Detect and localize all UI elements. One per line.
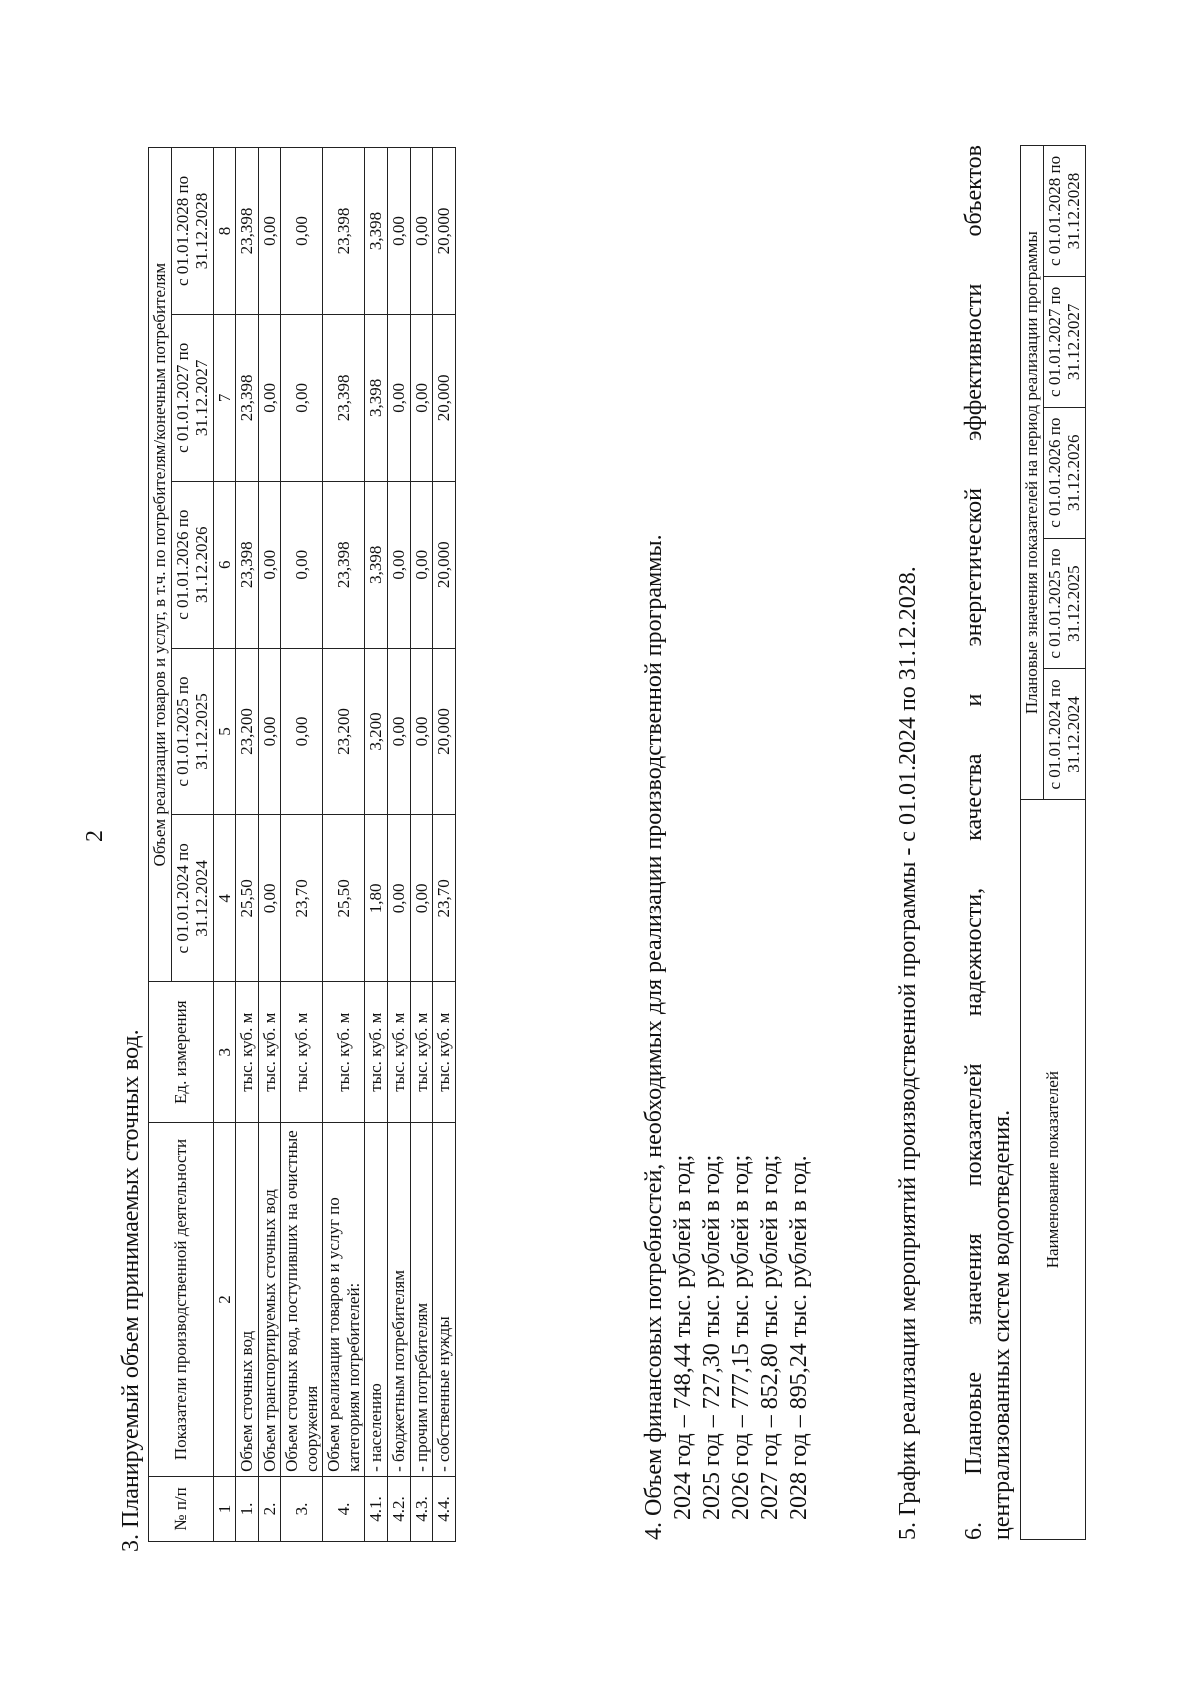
table-row bbox=[258, 148, 281, 1542]
row-unit: тыс. куб. м bbox=[433, 982, 456, 1123]
header-unit: Ед. измерения bbox=[149, 982, 214, 1123]
row-num: 3. bbox=[281, 1476, 323, 1541]
wastewater-volume-table bbox=[148, 147, 456, 1542]
table-header-row bbox=[149, 148, 172, 1542]
row-num: 4.3. bbox=[410, 1476, 433, 1541]
row-value: 23,398 bbox=[236, 148, 259, 315]
table-row bbox=[433, 148, 456, 1542]
row-unit: тыс. куб. м bbox=[236, 982, 259, 1123]
row-value: 0,00 bbox=[281, 481, 323, 648]
row-num: 4.2. bbox=[388, 1476, 411, 1541]
header-period-2025: с 01.01.2025 по 31.12.2025 bbox=[171, 648, 213, 815]
row-value: 23,398 bbox=[236, 314, 259, 481]
section-3-title: 3. Планируемый объем принимаемых сточных вод. bbox=[118, 1029, 144, 1552]
header-period-2024: с 01.01.2024 по 31.12.2024 bbox=[171, 815, 213, 982]
list-item: 2025 год – 727,30 тыс. рублей в год; bbox=[699, 1154, 725, 1520]
row-value: 3,200 bbox=[365, 648, 388, 815]
row-value: 0,00 bbox=[388, 481, 411, 648]
row-value: 0,00 bbox=[258, 815, 281, 982]
row-unit: тыс. куб. м bbox=[410, 982, 433, 1123]
row-num: 1. bbox=[236, 1476, 259, 1541]
row-value: 20,000 bbox=[433, 648, 456, 815]
row-value: 0,00 bbox=[281, 314, 323, 481]
table-header-row bbox=[1021, 146, 1044, 1540]
row-value: 0,00 bbox=[258, 648, 281, 815]
row-name: - бюджетным потребителям bbox=[388, 1123, 411, 1477]
row-value: 0,00 bbox=[410, 148, 433, 315]
row-value: 1,80 bbox=[365, 815, 388, 982]
header-indicator: Показатели производственной деятельности bbox=[149, 1123, 214, 1477]
header-period-2025: с 01.01.2025 по 31.12.2025 bbox=[1043, 538, 1085, 669]
row-value: 23,398 bbox=[323, 481, 365, 648]
row-value: 23,398 bbox=[236, 481, 259, 648]
row-name: Объем транспортируемых сточных вод bbox=[258, 1123, 281, 1477]
row-value: 0,00 bbox=[410, 314, 433, 481]
row-value: 25,50 bbox=[323, 815, 365, 982]
row-unit: тыс. куб. м bbox=[281, 982, 323, 1123]
table-row bbox=[388, 148, 411, 1542]
row-unit: тыс. куб. м bbox=[365, 982, 388, 1123]
row-value: 0,00 bbox=[388, 148, 411, 315]
row-name: Объем реализации товаров и услуг по категориям потребителей: bbox=[323, 1123, 365, 1477]
header-period-2026: с 01.01.2026 по 31.12.2026 bbox=[1043, 407, 1085, 538]
section-6-title-line-1: 6. Плановые значения показателей надежности, качества и энергетической эффективности объектов bbox=[961, 145, 987, 1540]
row-value: 23,70 bbox=[281, 815, 323, 982]
header-period-2028: с 01.01.2028 по 31.12.2028 bbox=[1043, 146, 1085, 277]
column-number: 8 bbox=[213, 148, 236, 315]
row-num: 4. bbox=[323, 1476, 365, 1541]
row-unit: тыс. куб. м bbox=[388, 982, 411, 1123]
row-unit: тыс. куб. м bbox=[323, 982, 365, 1123]
list-item: 2027 год – 852,80 тыс. рублей в год; bbox=[757, 1154, 783, 1520]
row-value: 20,000 bbox=[433, 481, 456, 648]
header-indicator-name: Наименование показателей bbox=[1021, 800, 1086, 1540]
section-6-title-line-2: централизованных систем водоотведения. bbox=[989, 1109, 1015, 1540]
row-value: 3,398 bbox=[365, 148, 388, 315]
list-item: 2024 год – 748,44 тыс. рублей в год; bbox=[670, 1154, 696, 1520]
row-num: 4.1. bbox=[365, 1476, 388, 1541]
column-number: 4 bbox=[213, 815, 236, 982]
section-4 bbox=[640, 534, 814, 1540]
header-period-2027: с 01.01.2027 по 31.12.2027 bbox=[171, 314, 213, 481]
header-planned-values-group: Плановые значения показателей на период реализации программы bbox=[1021, 146, 1044, 800]
section-4-title: 4. Объем финансовых потребностей, необходимых для реализации производственной программы. bbox=[641, 534, 667, 1540]
row-name: Объем сточных вод bbox=[236, 1123, 259, 1477]
table-row bbox=[281, 148, 323, 1542]
row-value: 0,00 bbox=[410, 481, 433, 648]
header-period-2026: с 01.01.2026 по 31.12.2026 bbox=[171, 481, 213, 648]
header-num: № п/п bbox=[149, 1476, 214, 1541]
row-value: 3,398 bbox=[365, 481, 388, 648]
row-value: 0,00 bbox=[281, 148, 323, 315]
row-value: 3,398 bbox=[365, 314, 388, 481]
row-value: 0,00 bbox=[388, 648, 411, 815]
row-name: - населению bbox=[365, 1123, 388, 1477]
row-value: 0,00 bbox=[258, 481, 281, 648]
header-period-2024: с 01.01.2024 по 31.12.2024 bbox=[1043, 669, 1085, 800]
row-name: Объем сточных вод, поступивших на очистные сооружения bbox=[281, 1123, 323, 1477]
row-value: 23,398 bbox=[323, 314, 365, 481]
section-5-title: 5. График реализации мероприятий производственной программы - с 01.01.2024 по 31.12.2028. bbox=[895, 566, 921, 1540]
section-6-title bbox=[960, 145, 1016, 1540]
row-name: - собственные нужды bbox=[433, 1123, 456, 1477]
row-value: 23,200 bbox=[236, 648, 259, 815]
row-value: 0,00 bbox=[258, 314, 281, 481]
column-number: 1 bbox=[213, 1476, 236, 1541]
page-number: 2 bbox=[82, 830, 108, 842]
list-item: 2026 год – 777,15 тыс. рублей в год; bbox=[728, 1154, 754, 1520]
column-number: 3 bbox=[213, 982, 236, 1123]
header-volume-group: Объем реализации товаров и услуг, в т.ч. по потребителям/конечным потребителям bbox=[149, 148, 172, 982]
column-numbers-row bbox=[213, 148, 236, 1542]
row-value: 23,398 bbox=[323, 148, 365, 315]
row-value: 23,200 bbox=[323, 648, 365, 815]
table-row bbox=[236, 148, 259, 1542]
row-name: - прочим потребителям bbox=[410, 1123, 433, 1477]
table-row bbox=[410, 148, 433, 1542]
row-num: 2. bbox=[258, 1476, 281, 1541]
row-value: 25,50 bbox=[236, 815, 259, 982]
column-number: 6 bbox=[213, 481, 236, 648]
header-period-2028: с 01.01.2028 по 31.12.2028 bbox=[171, 148, 213, 315]
row-value: 0,00 bbox=[281, 648, 323, 815]
row-value: 20,000 bbox=[433, 314, 456, 481]
row-value: 20,000 bbox=[433, 148, 456, 315]
row-value: 23,70 bbox=[433, 815, 456, 982]
row-num: 4.4. bbox=[433, 1476, 456, 1541]
row-value: 0,00 bbox=[410, 648, 433, 815]
row-value: 0,00 bbox=[388, 815, 411, 982]
reliability-indicators-table bbox=[1020, 145, 1086, 1540]
header-period-2027: с 01.01.2027 по 31.12.2027 bbox=[1043, 276, 1085, 407]
row-value: 0,00 bbox=[410, 815, 433, 982]
row-unit: тыс. куб. м bbox=[258, 982, 281, 1123]
row-value: 0,00 bbox=[258, 148, 281, 315]
list-item: 2028 год – 895,24 тыс. рублей в год. bbox=[786, 1155, 812, 1520]
table-row bbox=[323, 148, 365, 1542]
row-value: 0,00 bbox=[388, 314, 411, 481]
column-number: 5 bbox=[213, 648, 236, 815]
column-number: 7 bbox=[213, 314, 236, 481]
column-number: 2 bbox=[213, 1123, 236, 1477]
table-row bbox=[365, 148, 388, 1542]
financial-needs-list bbox=[669, 534, 814, 1540]
